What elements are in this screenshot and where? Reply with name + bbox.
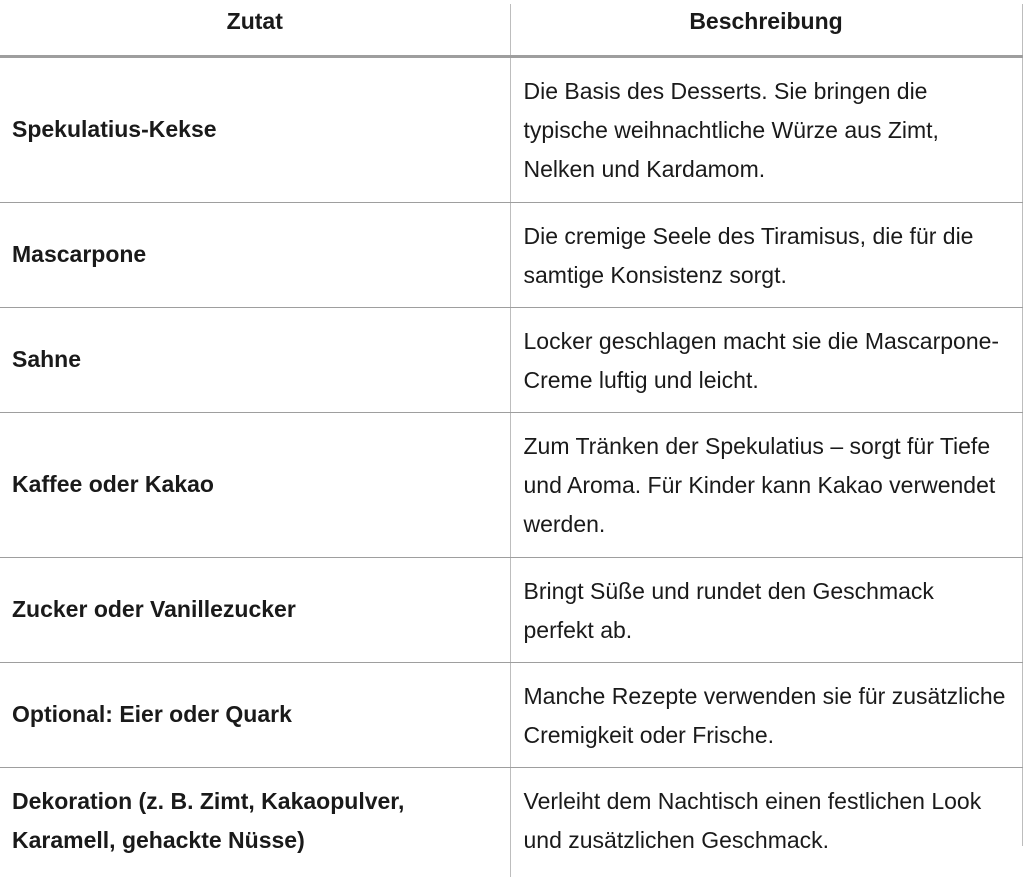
ingredient-name: Kaffee oder Kakao [0,412,510,557]
ingredient-name: Dekoration (z. B. Zimt, Kakaopulver, Karamell, gehackte Nüsse) [0,767,510,877]
ingredients-table [0,4,1023,877]
table-row [0,662,1022,767]
table-body [0,56,1022,877]
bottom-fade [844,846,1024,880]
ingredient-name: Optional: Eier oder Quark [0,662,510,767]
ingredient-name: Sahne [0,307,510,412]
ingredient-name: Mascarpone [0,202,510,307]
table-row [0,202,1022,307]
table-header [0,4,1022,56]
ingredient-description: Die cremige Seele des Tiramisus, die für die samtige Konsistenz sorgt. [510,202,1022,307]
ingredient-description: Locker geschlagen macht sie die Mascarpone-Creme luftig und leicht. [510,307,1022,412]
ingredient-description: Zum Tränken der Spekulatius – sorgt für Tiefe und Aroma. Für Kinder kann Kakao verwendet werden. [510,412,1022,557]
ingredient-name: Zucker oder Vanillezucker [0,557,510,662]
table-row [0,307,1022,412]
ingredient-description: Verleiht dem Nachtisch einen festlichen Look und zusätzlichen Geschmack. [510,767,1022,877]
column-header-description: Beschreibung [510,4,1022,56]
table-row [0,412,1022,557]
ingredient-description: Die Basis des Desserts. Sie bringen die typische weihnachtliche Würze aus Zimt, Nelken und Kardamom. [510,56,1022,202]
ingredient-description: Manche Rezepte verwenden sie für zusätzliche Cremigkeit oder Frische. [510,662,1022,767]
ingredient-description: Bringt Süße und rundet den Geschmack perfekt ab. [510,557,1022,662]
table-row [0,56,1022,202]
ingredient-name: Spekulatius-Kekse [0,56,510,202]
column-header-ingredient: Zutat [0,4,510,56]
header-row [0,4,1022,56]
table-row [0,557,1022,662]
